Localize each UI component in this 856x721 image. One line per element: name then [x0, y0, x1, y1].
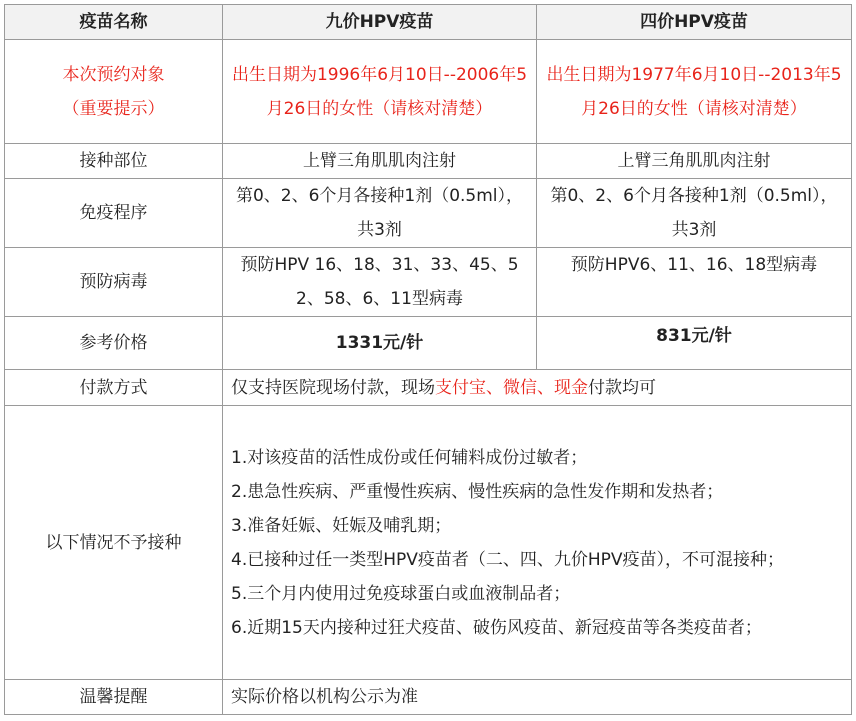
exclusion-item: 5.三个月内使用过免疫球蛋白或血液制品者；	[231, 583, 571, 604]
schedule-four: 第0、2、6个月各接种1剂（0.5ml），共3剂	[537, 179, 852, 248]
reminder-text: 实际价格以机构公示为准	[223, 680, 852, 715]
schedule-label: 免疫程序	[5, 179, 223, 248]
payment-text	[223, 370, 852, 406]
exclusion-item: 6.近期15天内接种过狂犬疫苗、破伤风疫苗、新冠疫苗等各类疫苗者；	[231, 617, 762, 638]
payment-label: 付款方式	[5, 370, 223, 406]
payment-row	[5, 370, 852, 406]
schedule-nine: 第0、2、6个月各接种1剂（0.5ml），共3剂	[223, 179, 537, 248]
exclusions-row	[5, 406, 852, 680]
header-nine-valent: 九价HPV疫苗	[223, 5, 537, 40]
price-nine: 1331元/针	[223, 317, 537, 370]
reminder-label: 温馨提醒	[5, 680, 223, 715]
price-label: 参考价格	[5, 317, 223, 370]
site-label: 接种部位	[5, 144, 223, 179]
price-row	[5, 317, 852, 370]
site-nine: 上臂三角肌肌肉注射	[223, 144, 537, 179]
virus-label: 预防病毒	[5, 248, 223, 317]
header-vaccine-name: 疫苗名称	[5, 5, 223, 40]
target-label	[5, 40, 223, 144]
exclusion-item: 2.患急性疾病、严重慢性疾病、慢性疾病的急性发作期和发热者；	[231, 481, 724, 502]
target-label-line2: （重要提示）	[62, 98, 165, 119]
header-four-valent: 四价HPV疫苗	[537, 5, 852, 40]
exclusions-label: 以下情况不予接种	[5, 406, 223, 680]
payment-prefix: 仅支持医院现场付款，现场	[231, 377, 435, 398]
payment-methods: 支付宝、微信、现金	[435, 377, 588, 398]
schedule-row	[5, 179, 852, 248]
site-row	[5, 144, 852, 179]
target-nine: 出生日期为1996年6月10日--2006年5月26日的女性（请核对清楚）	[223, 40, 537, 144]
virus-nine: 预防HPV 16、18、31、33、45、52、58、6、11型病毒	[223, 248, 537, 317]
price-four: 831元/针	[537, 317, 852, 370]
reminder-row	[5, 680, 852, 715]
virus-four: 预防HPV6、11、16、18型病毒	[537, 248, 852, 317]
exclusion-item: 4.已接种过任一类型HPV疫苗者（二、四、九价HPV疫苗），不可混接种；	[231, 549, 785, 570]
target-four: 出生日期为1977年6月10日--2013年5月26日的女性（请核对清楚）	[537, 40, 852, 144]
exclusion-item: 1.对该疫苗的活性成份或任何辅料成份过敏者；	[231, 447, 588, 468]
exclusion-item: 3.准备妊娠、妊娠及哺乳期；	[231, 515, 452, 536]
exclusions-list	[223, 406, 852, 680]
vaccine-info-table	[4, 4, 852, 715]
header-row	[5, 5, 852, 40]
target-row	[5, 40, 852, 144]
payment-suffix: 付款均可	[588, 377, 656, 398]
target-label-line1: 本次预约对象	[62, 64, 165, 85]
virus-row	[5, 248, 852, 317]
site-four: 上臂三角肌肌肉注射	[537, 144, 852, 179]
